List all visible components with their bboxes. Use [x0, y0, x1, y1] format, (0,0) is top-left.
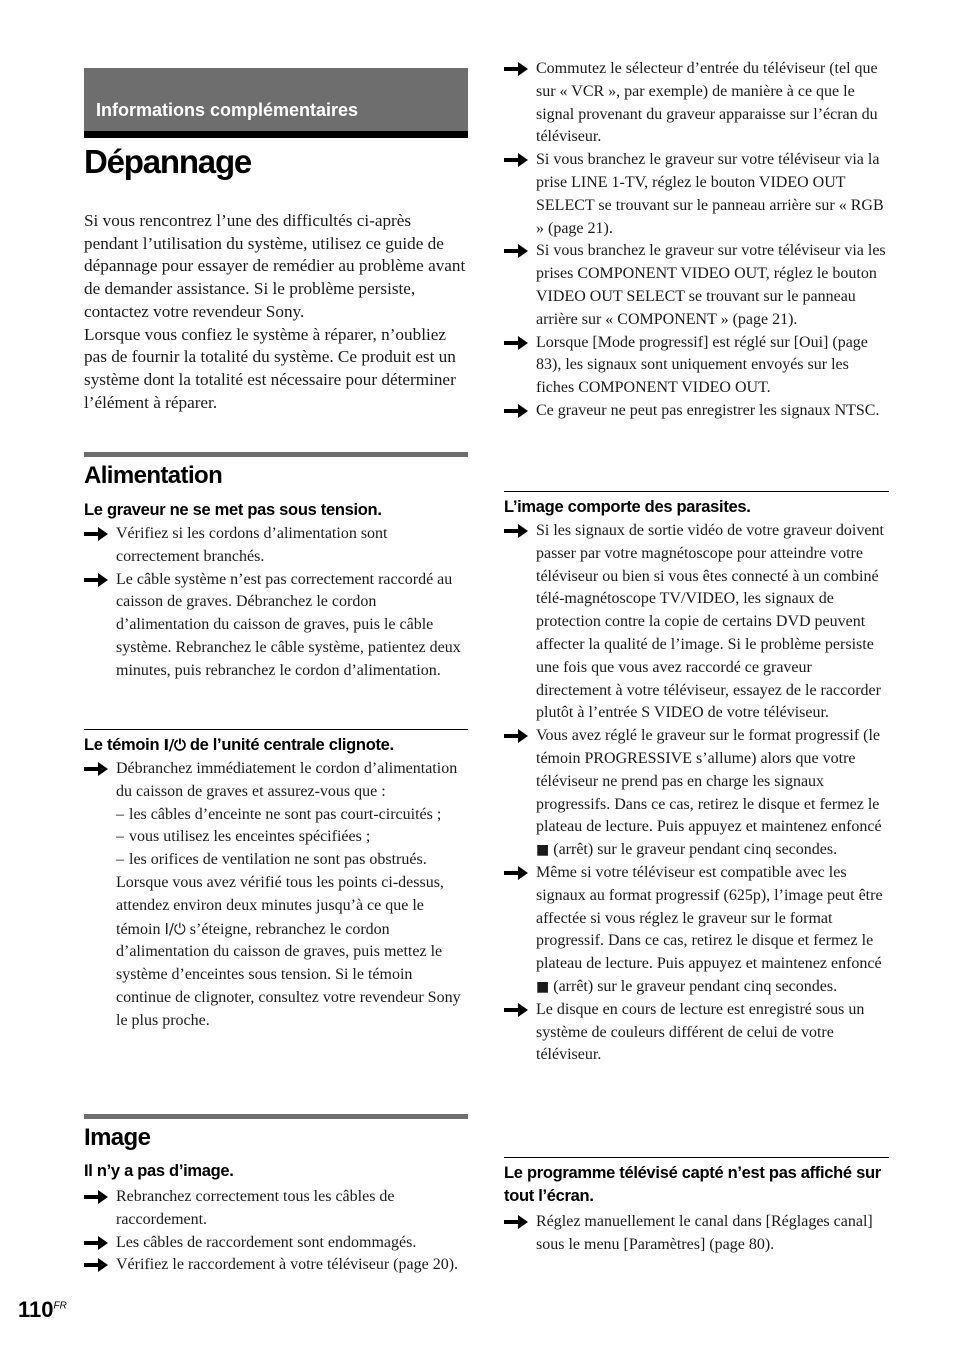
solution-text: Réglez manuellement le canal dans [Réglages canal] sous le menu [Paramètres] (page 80).	[536, 1213, 873, 1253]
solution-text: Le disque en cours de lecture est enregistré sous un système de couleurs différent de celui de votre téléviseur.	[536, 1000, 865, 1064]
section-heading-text: Alimentation	[84, 462, 223, 489]
arrow-icon	[504, 336, 528, 350]
solution-list	[84, 1186, 468, 1277]
solution-item	[84, 523, 468, 569]
section-heading-text: Image	[84, 1124, 151, 1151]
check-item: – vous utilisez les enceintes spécifiées ;	[116, 826, 468, 849]
solution-list	[504, 58, 889, 423]
arrow-icon	[504, 404, 528, 418]
page-number-text: 110	[18, 1297, 54, 1322]
solution-followup	[116, 872, 468, 1033]
arrow-icon	[84, 573, 108, 587]
page-number	[18, 1297, 67, 1323]
arrow-icon	[504, 1215, 528, 1229]
solution-item	[504, 400, 889, 423]
check-item: – les câbles d’enceinte ne sont pas court-circuités ;	[116, 804, 468, 827]
section-label: Informations complémentaires	[96, 100, 359, 120]
solution-list	[504, 520, 889, 1067]
section-heading-image	[84, 1114, 468, 1152]
arrow-icon	[84, 1236, 108, 1250]
solution-text: Si vous branchez le graveur sur votre téléviseur via les prises COMPONENT VIDEO OUT, réglez le bouton VIDEO OUT SELECT se trouvant sur le panneau arrière sur « COMPONENT » (page 21).	[536, 242, 886, 328]
solution-text: Commutez le sélecteur d’entrée du téléviseur (tel que sur « VCR », par exemple) de manière à ce que le signal provenant du graveur apparaisse sur l’écran du téléviseur.	[536, 60, 878, 146]
arrow-icon	[504, 866, 528, 880]
problem-title: L’image comporte des parasites.	[504, 491, 889, 519]
arrow-icon	[84, 527, 108, 541]
solution-text: Ce graveur ne peut pas enregistrer les signaux NTSC.	[536, 401, 880, 419]
solution-text: Même si votre téléviseur est compatible avec les signaux au format progressif (625p), l’image peut être affectée si vous réglez le graveur sur le format progressif. Dans ce cas, retirez le disque et fermez le plateau de lecture. Puis appuyez et maintenez enfoncé	[536, 863, 883, 973]
solution-text: Vérifiez si les cordons d’alimentation sont correctement branchés.	[116, 525, 388, 565]
arrow-icon	[84, 762, 108, 776]
problem-title-text: de l’unité centrale clignote.	[185, 736, 394, 754]
solution-text: (arrêt) sur le graveur pendant cinq secondes.	[549, 977, 838, 995]
solution-text: Vous avez réglé le graveur sur le format progressif (le témoin PROGRESSIVE s’allume) alors que votre téléviseur ne prend pas en charge les signaux progressifs. Dans ce cas, retirez le disque et fermez le plateau de lecture. Puis appuyez et maintenez enfoncé	[536, 727, 882, 836]
arrow-icon	[84, 1190, 108, 1204]
solution-item	[504, 725, 889, 862]
solution-text: Débranchez immédiatement le cordon d’alimentation du caisson de graves et assurez-vous que :	[116, 760, 458, 800]
solution-text: Si les signaux de sortie vidéo de votre graveur doivent passer par votre magnétoscope pour atteindre votre téléviseur ou bien si vous êtes connecté à un combiné télé-magnétoscope TV/VIDEO, les signaux de protection contre la copie de certains DVD peuvent affecter la qualité de l’image. Si le problème persiste une fois que vous avez raccordé ce graveur directement à votre téléviseur, essayez de le raccorder plutôt à l’entrée S VIDEO de votre téléviseur.	[536, 522, 884, 722]
solution-text: (arrêt) sur le graveur pendant cinq secondes.	[549, 841, 838, 859]
arrow-icon	[504, 524, 528, 538]
solution-item	[84, 1254, 468, 1277]
intro-paragraph: Si vous rencontrez l’une des difficultés ci-après pendant l’utilisation du système, utilisez ce guide de dépannage pour essayer de remédier au problème avant de demander assistance. Si le problème persiste, contactez votre revendeur Sony.	[84, 211, 466, 321]
solution-item	[504, 58, 889, 149]
arrow-icon	[504, 153, 528, 167]
intro-paragraph: Lorsque vous confiez le système à réparer, n’oubliez pas de fournir la totalité du système. Ce produit est un système dont la totalité est nécessaire pour déterminer l’élément à réparer.	[84, 324, 456, 412]
power-icon: I/⏻	[163, 736, 186, 754]
language-code: FR	[53, 1300, 67, 1312]
solution-text: Rebranchez correctement tous les câbles de raccordement.	[116, 1188, 395, 1228]
section-heading-alimentation	[84, 452, 468, 490]
followup-text: s’éteigne, rebranchez le cordon d’alimentation du caisson de graves, puis mettez le système d’enceintes sous tension. Si le témoin continue de clignoter, consultez votre revendeur Sony le plus proche.	[116, 920, 461, 1029]
intro-text	[84, 210, 468, 414]
problem-title: Le programme télévisé capté n’est pas affiché sur tout l’écran.	[504, 1157, 889, 1207]
solution-text: Lorsque [Mode progressif] est réglé sur [Oui] (page 83), les signaux sont uniquement envoyés sur les fiches COMPONENT VIDEO OUT.	[536, 333, 868, 397]
solution-item	[84, 758, 468, 1033]
stop-icon: ■	[536, 842, 550, 859]
power-icon: I/⏻	[164, 919, 186, 938]
problem-title: Le graveur ne se met pas sous tension.	[84, 501, 382, 519]
solution-list	[84, 523, 468, 683]
problem-title: Il n’y a pas d’image.	[84, 1162, 234, 1180]
arrow-icon	[504, 244, 528, 258]
arrow-icon	[504, 1003, 528, 1017]
solution-item	[504, 332, 889, 400]
solution-text: Si vous branchez le graveur sur votre téléviseur via la prise LINE 1-TV, réglez le bouton VIDEO OUT SELECT se trouvant sur le panneau arrière sur « RGB » (page 21).	[536, 151, 884, 237]
followup-text: Lorsque vous avez vérifié tous les points ci-dessus, attendez environ deux minutes jusqu’à ce que le témoin	[116, 873, 444, 938]
problem-title-text: Le témoin	[84, 736, 164, 754]
solution-list	[84, 758, 468, 1033]
solution-list	[504, 1211, 889, 1257]
solution-text: Le câble système n’est pas correctement raccordé au caisson de graves. Débranchez le cordon d’alimentation du caisson de graves, puis le câble système. Rebranchez le câble système, patientez deux minutes, puis rebranchez le cordon d’alimentation.	[116, 570, 461, 679]
solution-item	[504, 520, 889, 725]
stop-icon: ■	[536, 978, 550, 995]
solution-item	[84, 1232, 468, 1255]
solution-item	[504, 1211, 889, 1257]
arrow-icon	[504, 62, 528, 76]
section-banner	[84, 68, 468, 138]
solution-text: Les câbles de raccordement sont endommagés.	[116, 1233, 417, 1251]
solution-text: Vérifiez le raccordement à votre téléviseur (page 20).	[116, 1256, 459, 1274]
solution-item	[504, 240, 889, 331]
solution-item	[84, 569, 468, 683]
check-item: – les orifices de ventilation ne sont pas obstrués.	[116, 849, 468, 872]
solution-item	[504, 999, 889, 1067]
solution-item	[84, 1186, 468, 1232]
problem-title	[84, 729, 468, 757]
arrow-icon	[84, 1258, 108, 1272]
page-title: Dépannage	[84, 143, 252, 180]
arrow-icon	[504, 729, 528, 743]
solution-item	[504, 149, 889, 240]
solution-item	[504, 862, 889, 999]
